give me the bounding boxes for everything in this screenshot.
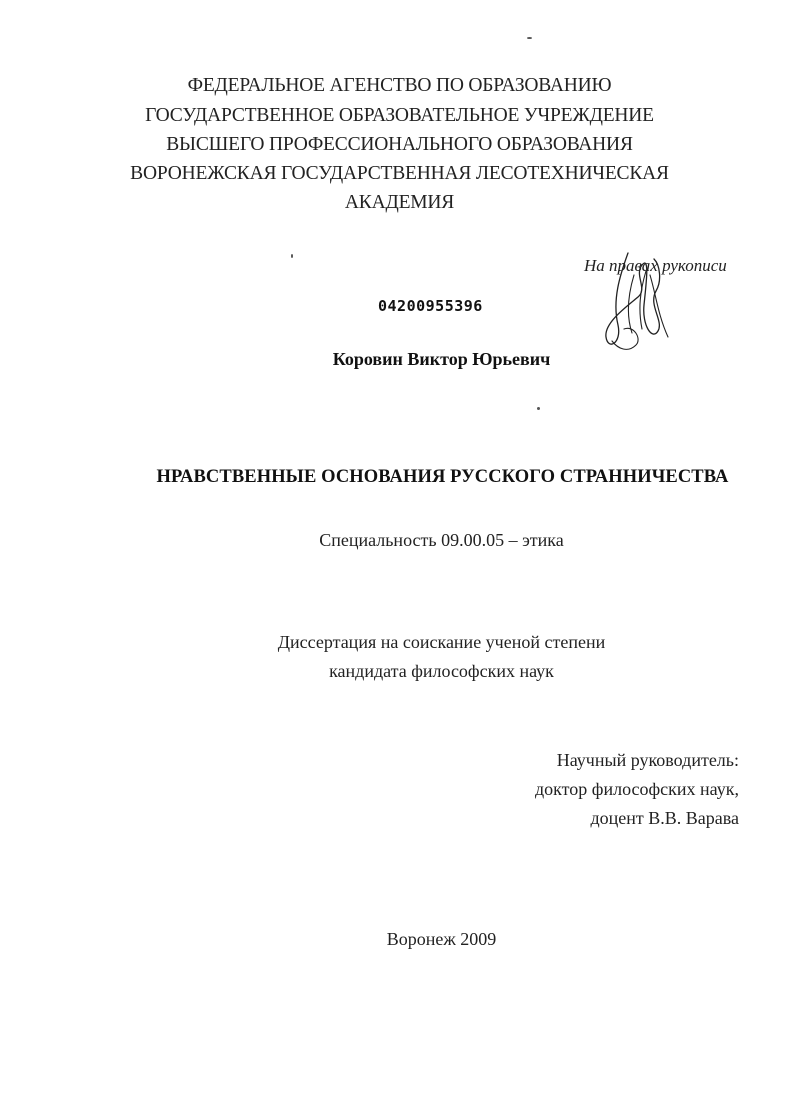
degree-line-2: кандидата философских наук [329, 661, 554, 681]
org-line-5: АКАДЕМИЯ [344, 192, 455, 213]
scan-speck [527, 37, 532, 39]
scan-speck [537, 407, 540, 410]
degree-line-1: Диссертация на соискание ученой степени [277, 632, 606, 652]
specialty-line: Специальность 09.00.05 – этика [319, 530, 564, 550]
supervisor-degree: доктор философских наук, [535, 779, 739, 799]
supervisor-name: доцент В.В. Варава [590, 808, 739, 828]
document-number: 04200955396 [378, 297, 483, 315]
dissertation-title: НРАВСТВЕННЫЕ ОСНОВАНИЯ РУССКОГО СТРАННИЧЕСТВА [156, 467, 729, 487]
scan-speck [291, 254, 293, 258]
org-line-1: ФЕДЕРАЛЬНОЕ АГЕНСТВО ПО ОБРАЗОВАНИЮ [187, 75, 612, 96]
author-name: Коровин Виктор Юрьевич [332, 349, 551, 369]
supervisor-label: Научный руководитель: [556, 750, 739, 770]
signature-image [598, 245, 688, 355]
place-year: Воронеж 2009 [386, 929, 497, 949]
org-line-4: ВОРОНЕЖСКАЯ ГОСУДАРСТВЕННАЯ ЛЕСОТЕХНИЧЕСКАЯ [130, 163, 669, 184]
manuscript-rights-label: На правах рукописи [584, 256, 727, 275]
org-line-2: ГОСУДАРСТВЕННОЕ ОБРАЗОВАТЕЛЬНОЕ УЧРЕЖДЕНИЕ [145, 105, 654, 126]
org-line-3: ВЫСШЕГО ПРОФЕССИОНАЛЬНОГО ОБРАЗОВАНИЯ [166, 134, 633, 155]
